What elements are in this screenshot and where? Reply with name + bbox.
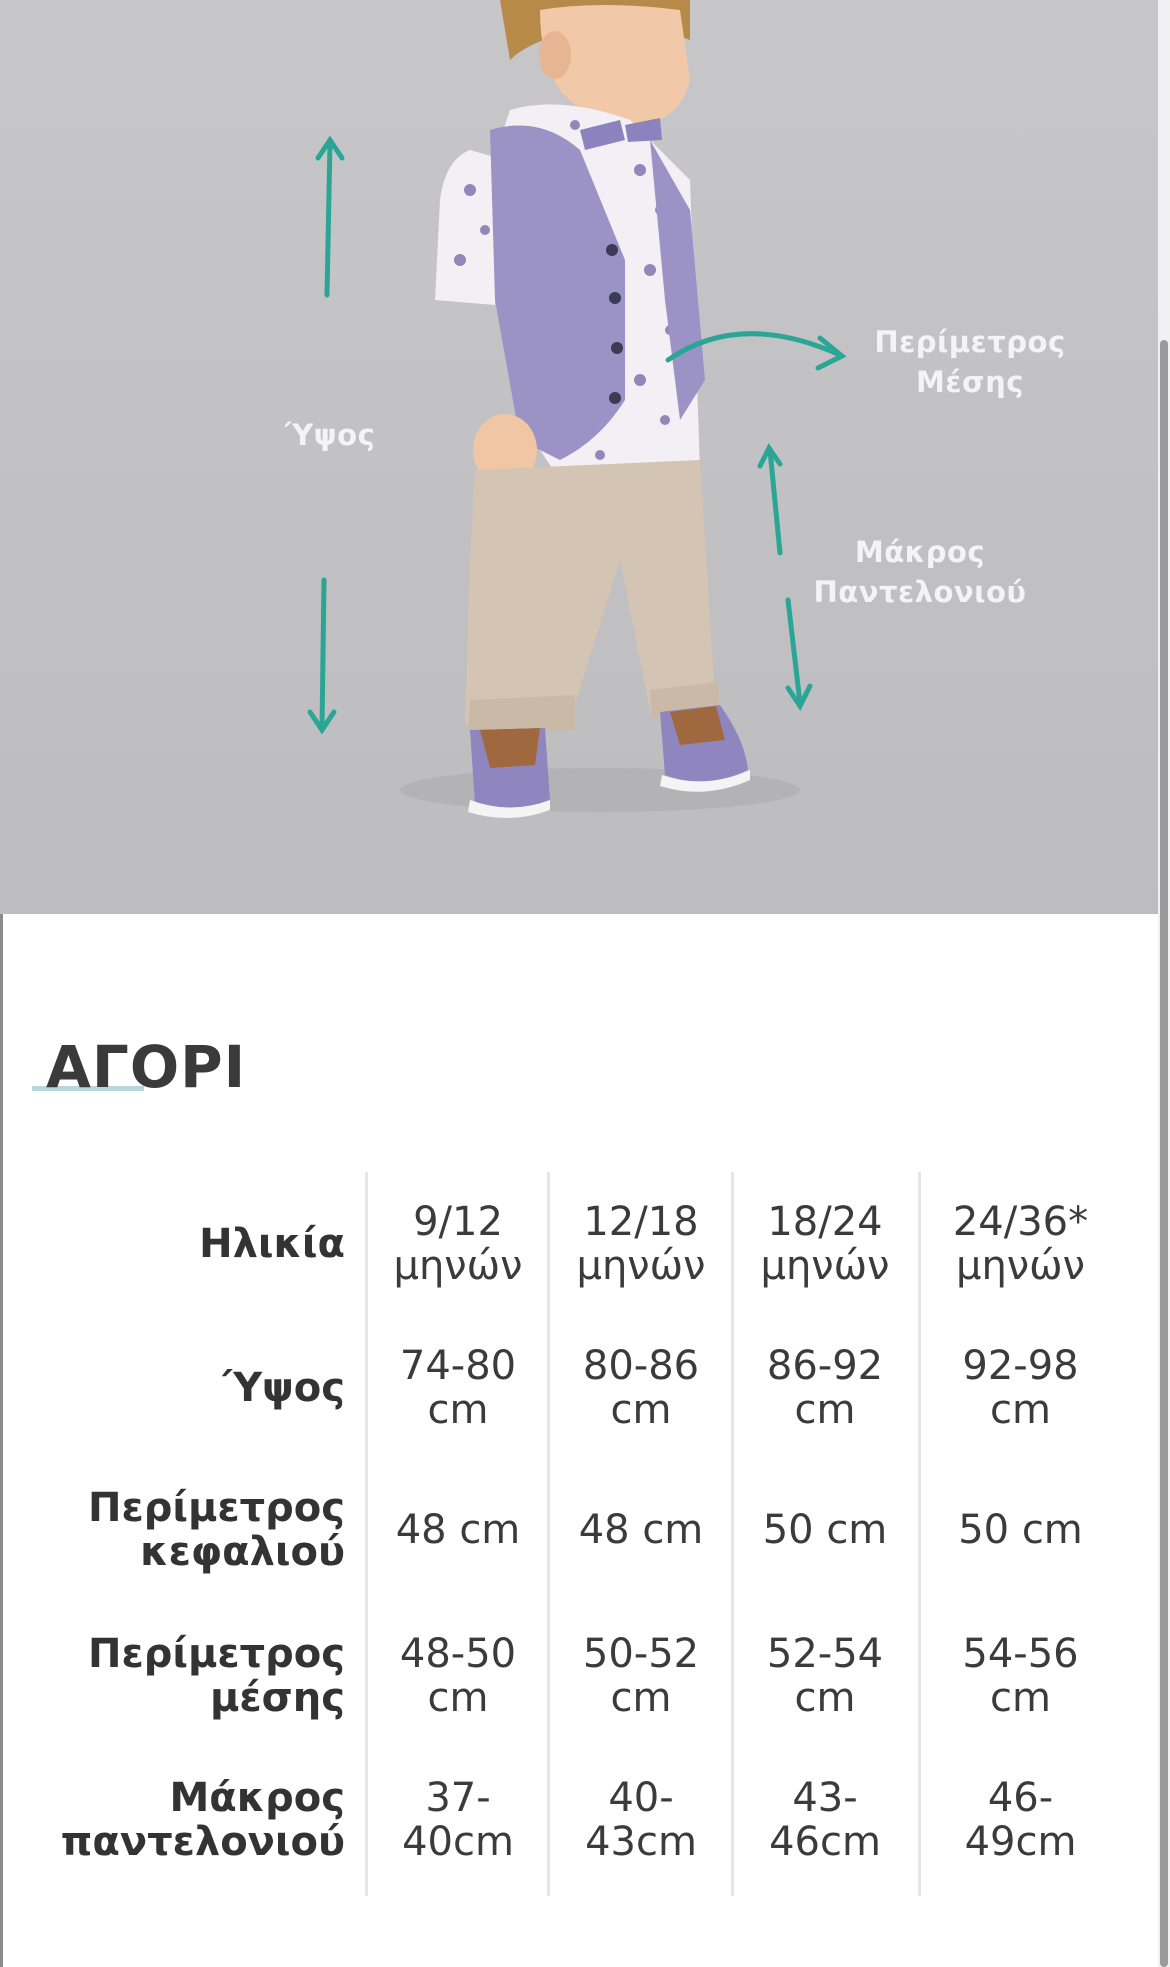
table-cell: 52-54 cm — [766, 1631, 884, 1721]
pants-length-label — [800, 532, 1040, 612]
model-photo — [0, 0, 1158, 914]
table-cell: 48-50 cm — [399, 1631, 517, 1721]
waist-label — [860, 322, 1080, 402]
table-row-pants-length — [0, 1776, 1110, 1896]
table-row-height — [0, 1344, 1110, 1464]
table-row-waist — [0, 1632, 1110, 1752]
child-illustration — [0, 0, 1158, 914]
table-cell: 18/24 μηνών — [760, 1199, 890, 1289]
table-row-head-circumference — [0, 1486, 1110, 1606]
table-cell: 9/12 μηνών — [393, 1199, 523, 1289]
table-cell: 54-56 cm — [962, 1631, 1079, 1721]
table-cell: 40- 43cm — [585, 1775, 697, 1865]
table-cell: 86-92 cm — [766, 1343, 884, 1433]
row-label: Περίμετρος κεφαλιού — [87, 1485, 345, 1575]
table-cell: 50 cm — [958, 1507, 1083, 1553]
table-row-age — [0, 1200, 1110, 1320]
waist-label-line2: Μέσης — [916, 365, 1024, 399]
waist-label-line1: Περίμετρος — [874, 325, 1066, 359]
table-cell: 48 cm — [578, 1507, 704, 1553]
table-cell: 37- 40cm — [402, 1775, 514, 1865]
height-label — [270, 415, 390, 455]
scrollbar-thumb[interactable] — [1160, 340, 1168, 1967]
row-label: Μάκρος παντελονιού — [60, 1775, 345, 1865]
table-cell: 24/36* μηνών — [952, 1199, 1089, 1289]
table-cell: 50-52 cm — [582, 1631, 700, 1721]
table-cell: 92-98 cm — [962, 1343, 1079, 1433]
table-cell: 46- 49cm — [964, 1775, 1077, 1865]
pants-label-line1: Μάκρος — [854, 535, 986, 569]
height-label-text: Ύψος — [284, 418, 376, 452]
row-label: Ηλικία — [199, 1221, 345, 1267]
section-title: ΑΓΟΡΙ — [46, 1033, 247, 1101]
row-label: Περίμετρος μέσης — [87, 1631, 345, 1721]
table-cell: 48 cm — [395, 1507, 521, 1553]
table-cell: 50 cm — [762, 1507, 888, 1553]
pants-label-line2: Παντελονιού — [813, 575, 1027, 609]
table-cell: 43- 46cm — [769, 1775, 881, 1865]
table-cell: 74-80 cm — [399, 1343, 517, 1433]
table-cell: 80-86 cm — [582, 1343, 700, 1433]
table-cell: 12/18 μηνών — [576, 1199, 706, 1289]
row-label: Ύψος — [222, 1365, 345, 1411]
